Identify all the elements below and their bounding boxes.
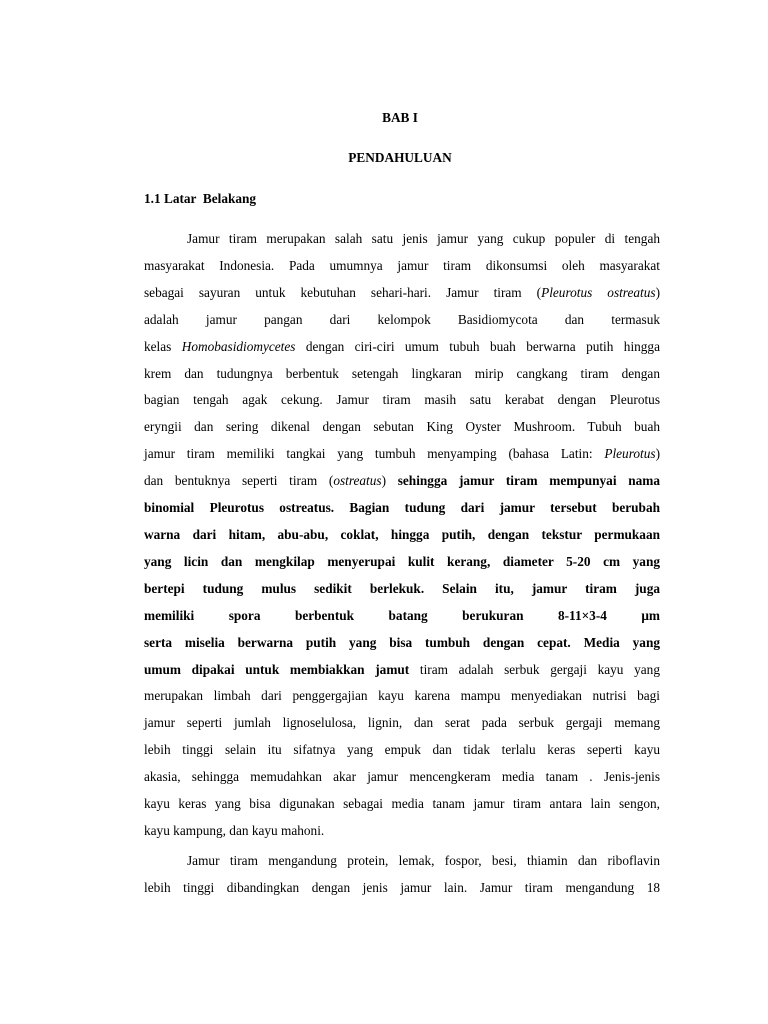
chapter-number: BAB I bbox=[382, 110, 418, 125]
text-line: eryngii dan sering dikenal dengan sebutan King Oyster Mushroom. Tubuh buah bbox=[144, 419, 660, 435]
text-line: kayu keras yang bisa digunakan sebagai media tanam jamur tiram antara lain sengon, bbox=[144, 796, 660, 812]
body-paragraph-1 bbox=[144, 226, 660, 845]
text-line: kayu kampung, dan kayu mahoni. bbox=[144, 822, 325, 838]
text-line: adalah jamur pangan dari kelompok Basidiomycota dan termasuk bbox=[144, 311, 660, 327]
text-line: yang licin dan mengkilap menyerupai kulit kerang, diameter 5-20 cm yang bbox=[144, 553, 660, 569]
text-line: Jamur tiram merupakan salah satu jenis jamur yang cukup populer di tengah bbox=[187, 231, 660, 246]
text-line: warna dari hitam, abu-abu, coklat, hingga putih, dengan tekstur permukaan bbox=[144, 526, 660, 542]
text-line: memiliki spora berbentuk batang berukuran 8-11×3-4 μm bbox=[144, 607, 660, 623]
body-paragraph-2 bbox=[144, 848, 660, 902]
text-line: jamur seperti jumlah lignoselulosa, lignin, dan serat pada serbuk gergaji memang bbox=[144, 715, 660, 731]
text-line: merupakan limbah dari penggergajian kayu karena mampu menyediakan nutrisi bagi bbox=[144, 688, 660, 704]
text-line: akasia, sehingga memudahkan akar jamur mencengkeram media tanam . Jenis-jenis bbox=[144, 769, 660, 785]
section-heading: 1.1 Latar Belakang bbox=[144, 191, 257, 206]
text-line: serta miselia berwarna putih yang bisa tumbuh dengan cepat. Media yang bbox=[144, 634, 660, 650]
text-line: sebagai sayuran untuk kebutuhan sehari-hari. Jamur tiram (Pleurotus ostreatus) bbox=[144, 284, 660, 300]
text-line: lebih tinggi dibandingkan dengan jenis jamur lain. Jamur tiram mengandung 18 bbox=[144, 879, 660, 895]
text-line: dan bentuknya seperti tiram (ostreatus) sehingga jamur tiram mempunyai nama bbox=[144, 473, 660, 489]
text-line: bagian tengah agak cekung. Jamur tiram masih satu kerabat dengan Pleurotus bbox=[144, 392, 660, 408]
text-line: krem dan tudungnya berbentuk setengah lingkaran mirip cangkang tiram dengan bbox=[144, 365, 660, 381]
text-line: umum dipakai untuk membiakkan jamut tiram adalah serbuk gergaji kayu yang bbox=[144, 661, 660, 677]
text-line: jamur tiram memiliki tangkai yang tumbuh menyamping (bahasa Latin: Pleurotus) bbox=[144, 446, 660, 462]
text-line: kelas Homobasidiomycetes dengan ciri-ciri umum tubuh buah berwarna putih hingga bbox=[144, 338, 660, 354]
text-line: binomial Pleurotus ostreatus. Bagian tudung dari jamur tersebut berubah bbox=[144, 500, 660, 516]
text-line: Jamur tiram mengandung protein, lemak, fospor, besi, thiamin dan riboflavin bbox=[187, 853, 660, 868]
text-line: masyarakat Indonesia. Pada umumnya jamur tiram dikonsumsi oleh masyarakat bbox=[144, 257, 660, 273]
text-line: bertepi tudung mulus sedikit berlekuk. Selain itu, jamur tiram juga bbox=[144, 580, 660, 596]
chapter-title: PENDAHULUAN bbox=[348, 150, 452, 165]
text-line: lebih tinggi selain itu sifatnya yang empuk dan tidak terlalu keras seperti kayu bbox=[144, 742, 660, 758]
